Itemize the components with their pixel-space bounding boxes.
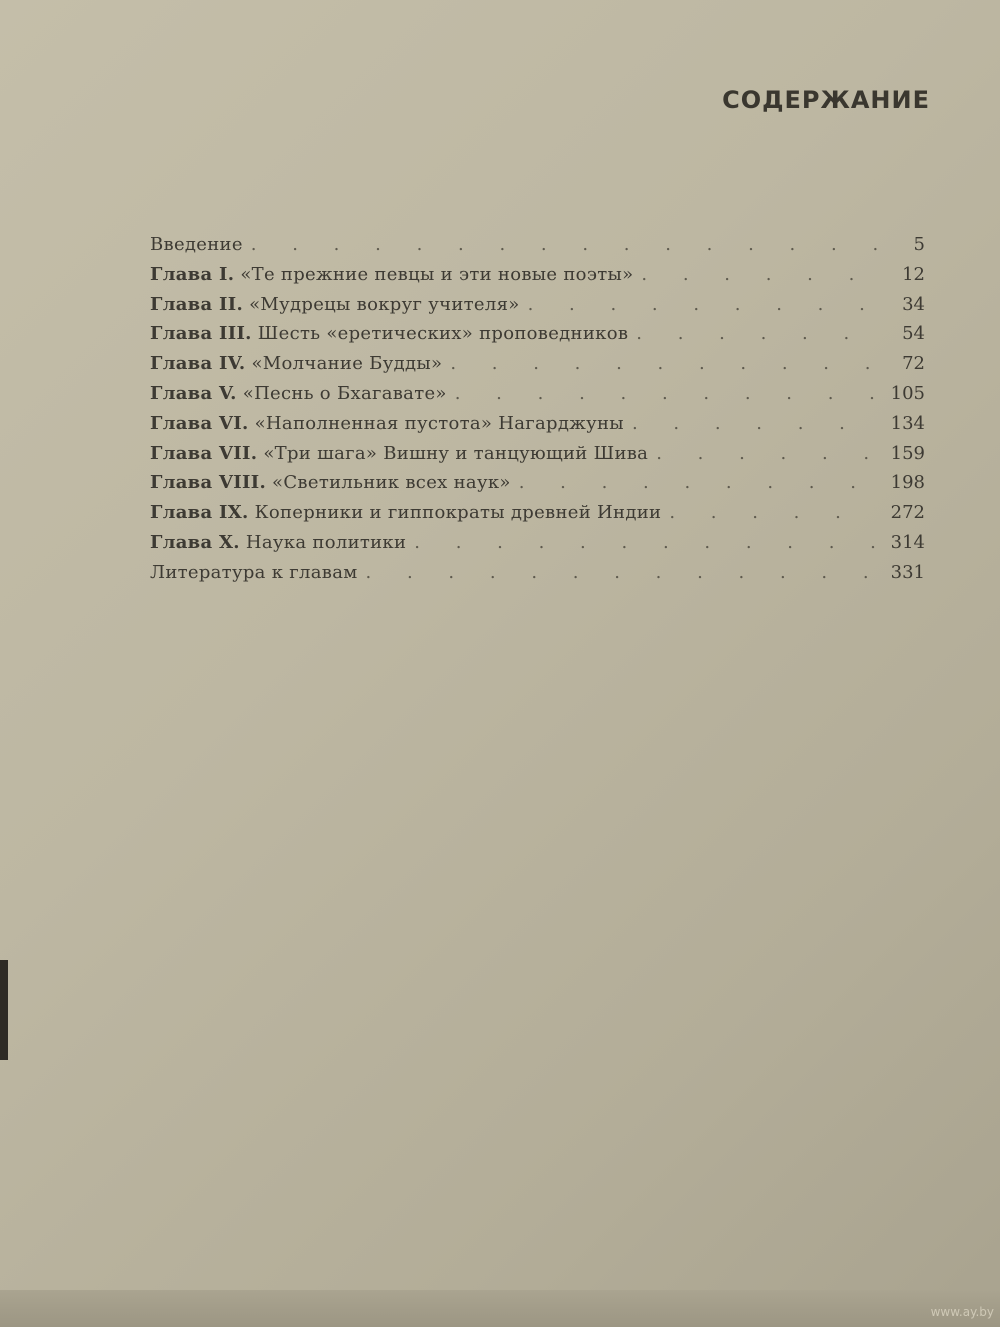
toc-title-text: Введение	[150, 234, 243, 255]
dot-leader	[528, 294, 877, 315]
toc-title-text: «Песнь о Бхагавате»	[242, 382, 447, 404]
toc-page-number: 34	[902, 293, 925, 315]
toc-entry-title	[150, 353, 442, 374]
toc-page-number: 272	[890, 502, 925, 524]
dot-leader	[656, 443, 877, 464]
toc-page-number: 314	[890, 531, 925, 553]
toc-page-number: 5	[913, 234, 925, 255]
dot-leader	[455, 383, 877, 404]
toc-entry-title	[150, 234, 243, 255]
toc-entry	[150, 413, 925, 443]
toc-chapter-label: Глава X.	[150, 531, 240, 553]
toc-entry	[150, 294, 925, 324]
toc-page-number: 198	[890, 472, 925, 494]
table-of-contents	[150, 234, 925, 592]
dot-leader	[636, 323, 877, 344]
toc-entry-title	[150, 383, 447, 404]
toc-chapter-label: Глава IV.	[150, 353, 246, 375]
toc-entry	[150, 532, 925, 562]
toc-entry	[150, 353, 925, 383]
toc-chapter-label: Глава VIII.	[150, 472, 267, 494]
toc-title-text: «Мудрецы вокруг учителя»	[249, 293, 520, 315]
toc-title-text: «Наполненная пустота» Нагарджуны	[254, 412, 624, 434]
toc-page-number: 105	[890, 382, 925, 404]
toc-entry-title	[150, 472, 511, 493]
dot-leader	[251, 234, 877, 255]
toc-title-text: «Те прежние певцы и эти новые поэты»	[240, 263, 634, 285]
toc-entry	[150, 234, 925, 264]
toc-chapter-label: Глава VI.	[150, 412, 249, 434]
toc-title-text: «Три шага» Вишну и танцующий Шива	[263, 442, 649, 464]
toc-entry-title	[150, 443, 648, 464]
toc-title-text: «Молчание Будды»	[251, 353, 443, 375]
toc-chapter-label: Глава III.	[150, 323, 252, 345]
dot-leader	[641, 264, 877, 285]
toc-chapter-label: Глава II.	[150, 293, 244, 315]
dot-leader	[632, 413, 877, 434]
toc-page-number: 72	[902, 353, 925, 375]
toc-chapter-label: Глава V.	[150, 382, 237, 404]
toc-chapter-label: Глава IX.	[150, 502, 249, 524]
toc-title-text: Литература к главам	[150, 561, 358, 583]
contents-heading: СОДЕРЖАНИЕ	[722, 86, 930, 114]
toc-page-number: 12	[902, 263, 925, 285]
page-bottom-edge	[0, 1290, 1000, 1327]
toc-title-text: Коперники и гиппократы древней Индии	[254, 502, 662, 524]
dot-leader	[414, 532, 877, 553]
toc-entry-title	[150, 294, 520, 315]
watermark: www.ay.by	[930, 1305, 994, 1319]
toc-entry-title	[150, 562, 358, 583]
toc-entry	[150, 383, 925, 413]
dot-leader	[450, 353, 877, 374]
toc-page-number: 159	[890, 442, 925, 464]
page-edge-shadow	[0, 960, 8, 1060]
toc-entry	[150, 502, 925, 532]
toc-entry	[150, 562, 925, 592]
dot-leader	[366, 562, 877, 583]
toc-entry-title	[150, 502, 661, 523]
toc-title-text: Наука политики	[245, 531, 407, 553]
toc-entry-title	[150, 532, 406, 553]
toc-entry	[150, 443, 925, 473]
toc-page-number: 331	[890, 561, 925, 583]
toc-entry-title	[150, 323, 628, 344]
toc-title-text: «Светильник всех наук»	[272, 472, 511, 494]
toc-page-number: 134	[890, 412, 925, 434]
dot-leader	[519, 472, 877, 493]
toc-title-text: Шесть «еретических» проповедников	[257, 323, 629, 345]
toc-entry-title	[150, 264, 633, 285]
dot-leader	[669, 502, 877, 523]
toc-entry	[150, 472, 925, 502]
toc-entry	[150, 323, 925, 353]
toc-entry	[150, 264, 925, 294]
toc-page-number: 54	[902, 323, 925, 345]
toc-entry-title	[150, 413, 624, 434]
toc-chapter-label: Глава I.	[150, 263, 235, 285]
toc-chapter-label: Глава VII.	[150, 442, 258, 464]
